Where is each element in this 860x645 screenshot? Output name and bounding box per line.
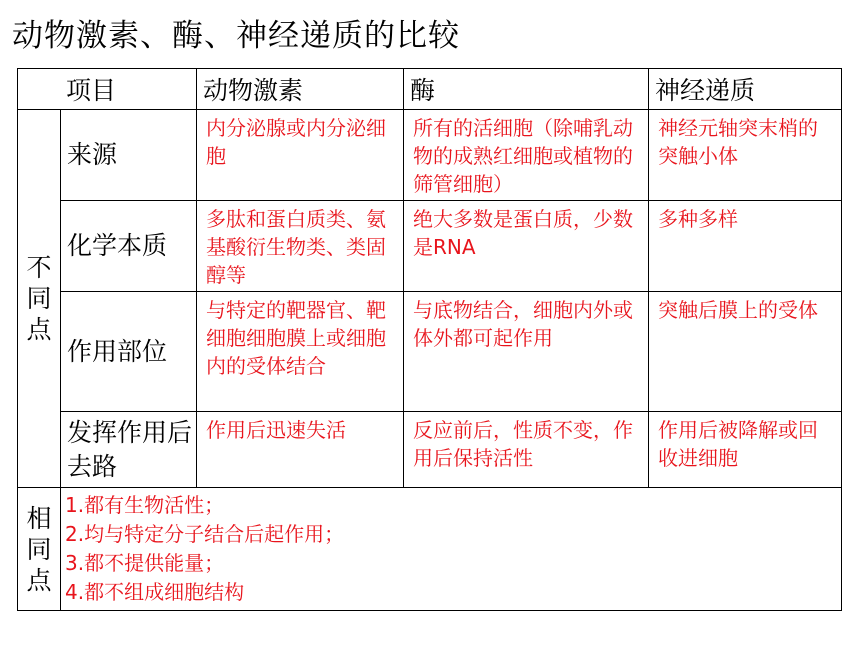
same-points-list xyxy=(61,488,842,611)
page-title: 动物激素、酶、神经递质的比较 xyxy=(12,18,460,54)
list-item: 2.均与特定分子结合后起作用； xyxy=(65,522,345,546)
cell-hormone-fate: 作用后迅速失活 xyxy=(197,412,404,488)
row-label-source: 来源 xyxy=(61,110,197,201)
cell-enzyme-fate: 反应前后，性质不变，作用后保持活性 xyxy=(404,412,649,488)
cell-neuro-chemical: 多种多样 xyxy=(649,201,842,292)
header-enzyme: 酶 xyxy=(404,69,649,110)
cell-hormone-site: 与特定的靶器官、靶细胞细胞膜上或细胞内的受体结合 xyxy=(197,292,404,412)
row-label-chemical-nature: 化学本质 xyxy=(61,201,197,292)
list-item: 4.都不组成细胞结构 xyxy=(65,580,245,604)
cell-hormone-chemical: 多肽和蛋白质类、氨基酸衍生物类、类固醇等 xyxy=(197,201,404,292)
row-label-action-site: 作用部位 xyxy=(61,292,197,412)
header-hormone: 动物激素 xyxy=(197,69,404,110)
table-row xyxy=(18,110,842,201)
cell-neuro-fate: 作用后被降解或回收进细胞 xyxy=(649,412,842,488)
header-neurotransmitter: 神经递质 xyxy=(649,69,842,110)
table-row xyxy=(18,292,842,412)
cell-neuro-site: 突触后膜上的受体 xyxy=(649,292,842,412)
cell-neuro-source: 神经元轴突末梢的突触小体 xyxy=(649,110,842,201)
table-row xyxy=(18,201,842,292)
group-label-different: 不 同 点 xyxy=(18,110,61,488)
header-item: 项目 xyxy=(18,69,197,110)
cell-hormone-source: 内分泌腺或内分泌细胞 xyxy=(197,110,404,201)
cell-enzyme-chemical: 绝大多数是蛋白质，少数是RNA xyxy=(404,201,649,292)
row-label-fate: 发挥作用后去路 xyxy=(61,412,197,488)
list-item: 3.都不提供能量； xyxy=(65,551,225,575)
cell-enzyme-source: 所有的活细胞（除哺乳动物的成熟红细胞或植物的筛管细胞） xyxy=(404,110,649,201)
cell-enzyme-site: 与底物结合，细胞内外或体外都可起作用 xyxy=(404,292,649,412)
comparison-table xyxy=(17,68,842,611)
list-item: 1.都有生物活性； xyxy=(65,493,225,517)
same-points-row xyxy=(18,488,842,611)
header-row xyxy=(18,69,842,110)
group-label-same: 相 同 点 xyxy=(18,488,61,611)
table-row xyxy=(18,412,842,488)
